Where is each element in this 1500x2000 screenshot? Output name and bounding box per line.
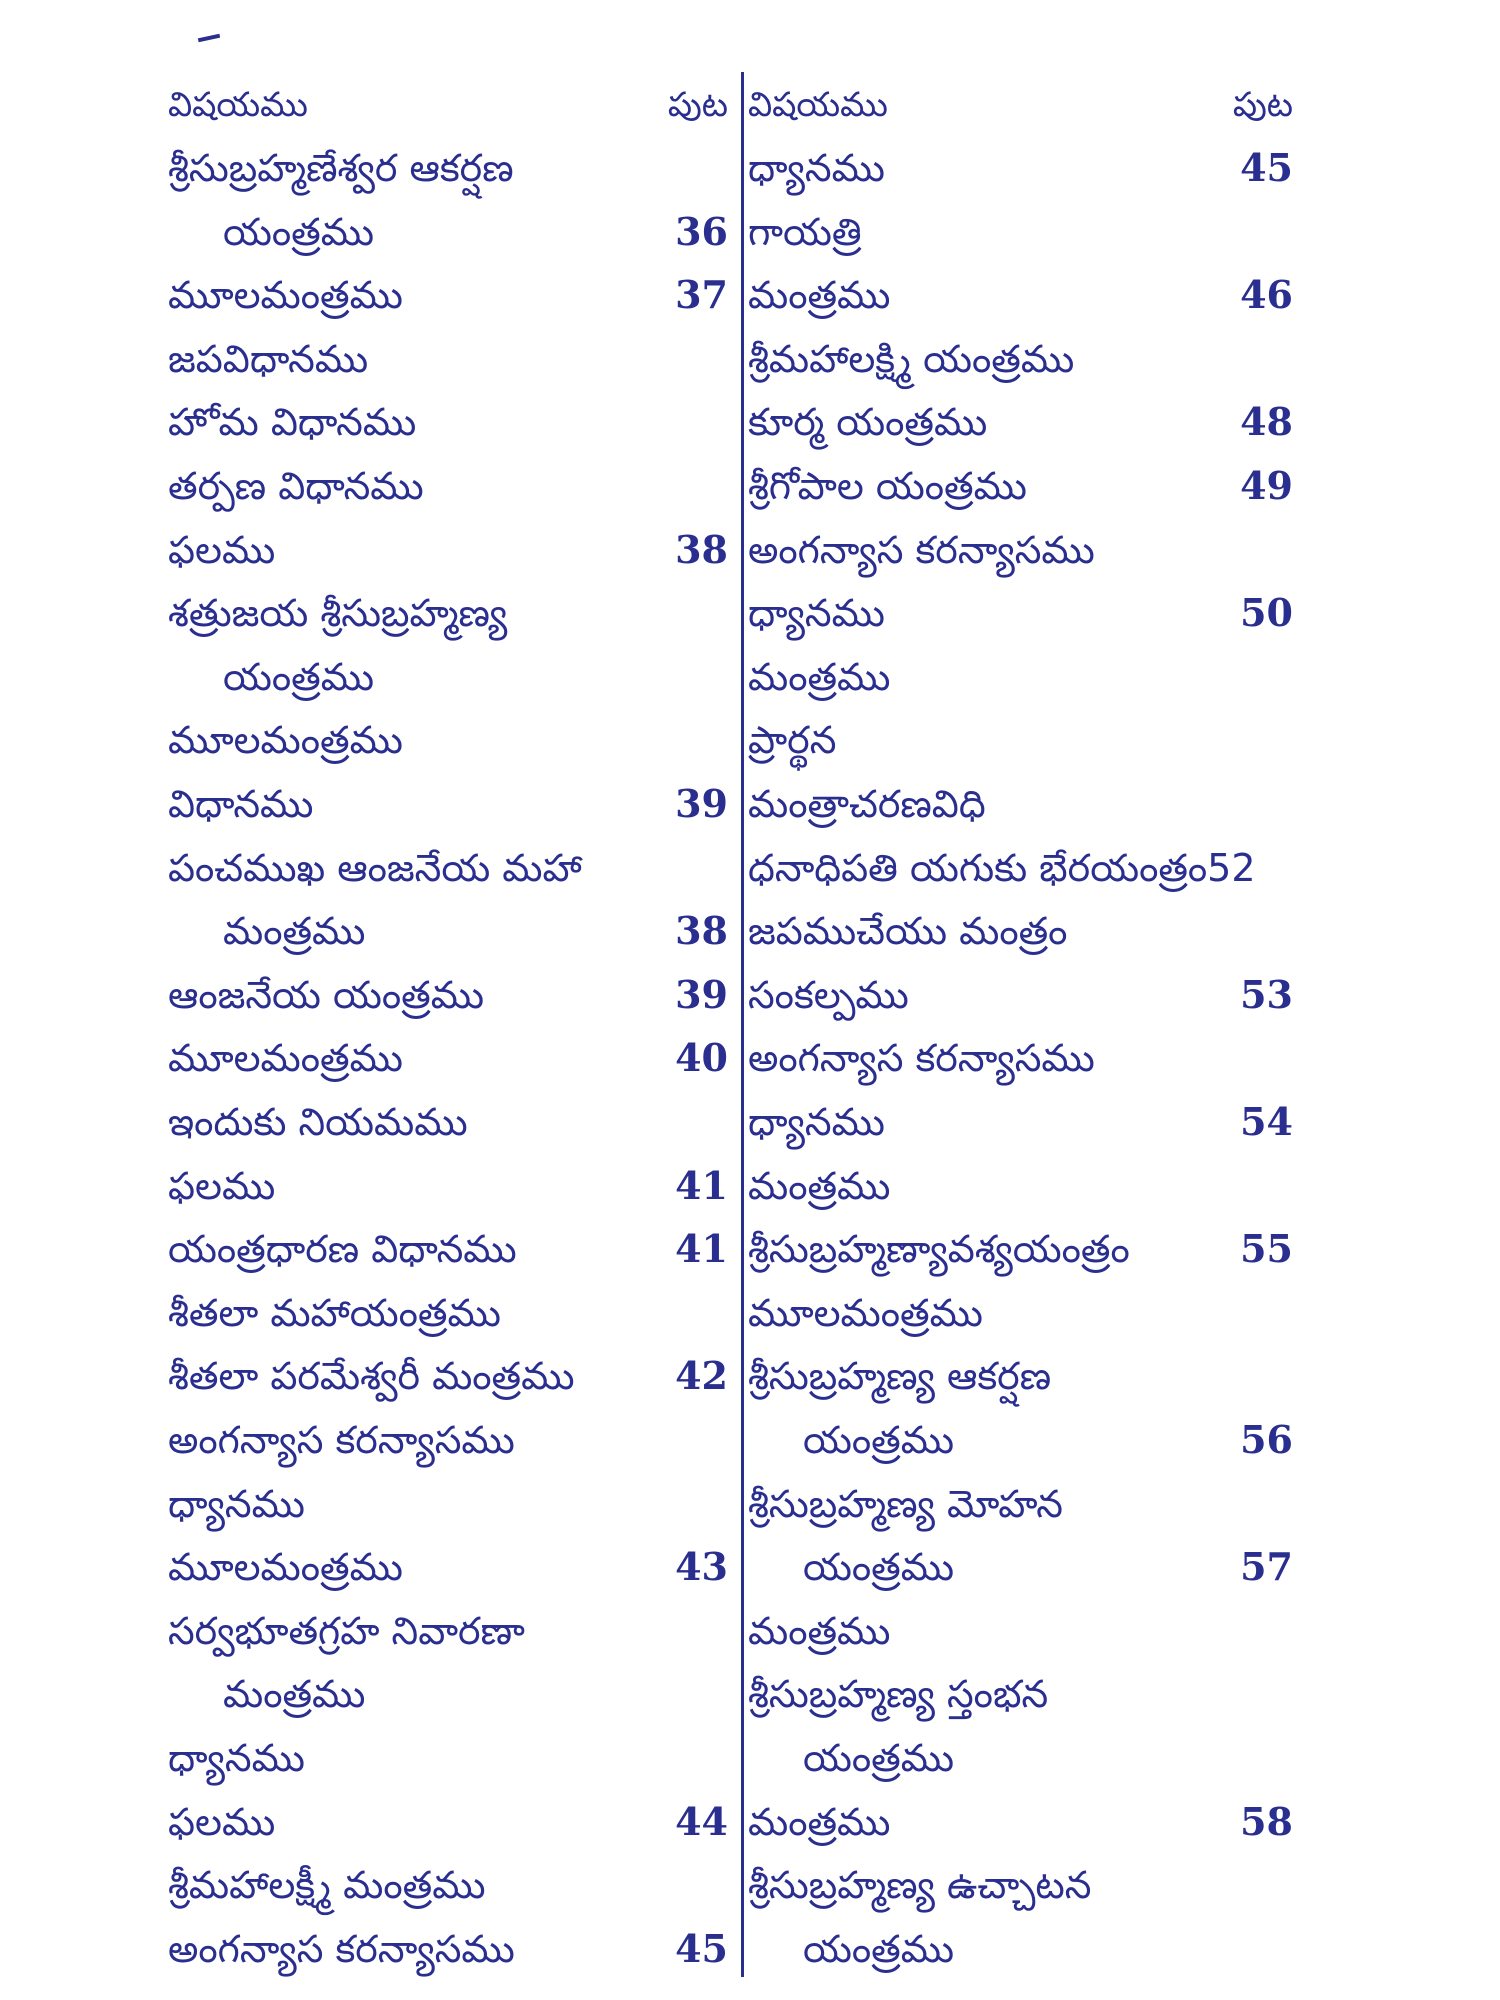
- entry-title: మూలమంత్రము: [168, 1545, 403, 1590]
- toc-entry: [748, 138, 1293, 198]
- toc-entry: [748, 520, 1293, 580]
- toc-entry: [168, 647, 728, 707]
- entry-title: మంత్రము: [748, 273, 891, 318]
- entry-title: ఆంజనేయ యంత్రము: [168, 972, 485, 1017]
- entry-title: ధ్యానము: [748, 591, 885, 636]
- entry-title: శ్రీమహాలక్ష్మీ మంత్రము: [168, 1863, 486, 1908]
- toc-entry: [168, 329, 728, 389]
- entry-title: అంగన్యాస కరన్యాసము: [168, 1926, 515, 1971]
- entry-page-number: 49: [1240, 463, 1293, 508]
- entry-page-number: 40: [675, 1035, 728, 1081]
- entry-title: తర్పణ విధానము: [168, 464, 424, 508]
- toc-entry: [168, 1919, 728, 1979]
- toc-entry: [168, 1664, 728, 1724]
- toc-entry: [748, 1346, 1293, 1406]
- entry-page-number: 50: [1240, 590, 1293, 636]
- toc-entry: [168, 710, 728, 770]
- entry-title: మంత్రాచరణవిధి: [748, 782, 986, 826]
- entry-page-number: 55: [1240, 1226, 1293, 1272]
- entry-title: ఫలము: [168, 1799, 276, 1844]
- toc-entry: [748, 1092, 1293, 1152]
- toc-entry: [168, 202, 728, 262]
- toc-entry: [748, 1601, 1293, 1661]
- entry-page-number: 45: [675, 1925, 728, 1971]
- toc-entry: [168, 1601, 728, 1661]
- toc-entry: [748, 1474, 1293, 1534]
- entry-title: అంగన్యాస కరన్యాసము: [168, 1418, 515, 1462]
- entry-title: శ్రీసుబ్రహ్మణేశ్వర ఆకర్షణ: [168, 146, 514, 190]
- entry-page-number: 43: [675, 1544, 728, 1590]
- entry-title: ధనాధిపతి యగుకు భేరయంత్రం52: [748, 845, 1256, 890]
- toc-entry: [168, 265, 728, 325]
- toc-entry: [748, 1855, 1293, 1915]
- toc-header: [168, 75, 728, 135]
- entry-title: మంత్రము: [748, 1799, 891, 1844]
- toc-entry: [168, 1855, 728, 1915]
- entry-page-number: 38: [675, 526, 728, 572]
- entry-title: జపవిధానము: [168, 336, 369, 381]
- entry-page-number: 41: [675, 1162, 728, 1208]
- toc-entry: [748, 901, 1293, 961]
- entry-page-number: 57: [1240, 1544, 1293, 1590]
- toc-entry: [748, 1664, 1293, 1724]
- entry-title: యంత్రధారణ విధానము: [168, 1227, 517, 1272]
- page-header: పుట: [667, 85, 728, 125]
- toc-entry: [168, 1346, 728, 1406]
- toc-entry: [168, 1219, 728, 1279]
- entry-title: శ్రీసుబ్రహ్మణ్య ఆకర్షణ: [748, 1354, 1052, 1399]
- entry-title: మూలమంత్రము: [748, 1290, 983, 1335]
- toc-entry: [168, 456, 728, 516]
- entry-title: శ్రీమహాలక్ష్మి యంత్రము: [748, 336, 1075, 381]
- entry-page-number: 39: [675, 781, 728, 826]
- entry-title: ధ్యానము: [748, 146, 885, 190]
- toc-entry: [168, 1792, 728, 1852]
- entry-page-number: 48: [1240, 399, 1293, 445]
- entry-title: హోమ విధానము: [168, 400, 417, 445]
- entry-page-number: 44: [675, 1798, 728, 1844]
- page-header: పుట: [1232, 85, 1293, 125]
- entry-title: మంత్రము: [223, 909, 366, 954]
- toc-entry: [168, 1410, 728, 1470]
- toc-entry: [168, 901, 728, 961]
- entry-title: శ్రీసుబ్రహ్మణ్యావశ్యయంత్రం: [748, 1227, 1130, 1272]
- toc-entry: [748, 1219, 1293, 1279]
- toc-entry: [168, 583, 728, 643]
- entry-title: యంత్రము: [803, 1736, 955, 1780]
- toc-entry: [748, 1283, 1293, 1343]
- entry-title: మంత్రము: [223, 1672, 366, 1717]
- entry-title: ధ్యానము: [168, 1736, 305, 1780]
- entry-page-number: 41: [675, 1226, 728, 1272]
- toc-entry: [168, 392, 728, 452]
- entry-title: మంత్రము: [748, 1163, 891, 1208]
- toc-entry: [748, 1792, 1293, 1852]
- toc-entry: [168, 1156, 728, 1216]
- entry-page-number: 36: [675, 208, 728, 254]
- toc-entry: [748, 1919, 1293, 1979]
- toc-entry: [748, 1410, 1293, 1470]
- entry-title: యంత్రము: [803, 1926, 955, 1971]
- toc-header: [748, 75, 1293, 135]
- entry-title: యంత్రము: [803, 1418, 955, 1462]
- toc-entry: [748, 392, 1293, 452]
- entry-title: ఇందుకు నియమము: [168, 1100, 468, 1144]
- entry-title: సర్వభూతగ్రహ నివారణా: [168, 1608, 525, 1653]
- toc-entry: [168, 965, 728, 1025]
- entry-title: మూలమంత్రము: [168, 273, 403, 318]
- toc-entry: [168, 138, 728, 198]
- toc-entry: [748, 838, 1293, 898]
- toc-entry: [748, 710, 1293, 770]
- column-divider: [741, 72, 744, 1977]
- entry-title: మూలమంత్రము: [168, 718, 403, 763]
- subject-header: విషయము: [748, 85, 888, 125]
- entry-title: యంత్రము: [803, 1545, 955, 1590]
- ink-mark: [198, 34, 220, 42]
- entry-title: శీతలా పరమేశ్వరీ మంత్రము: [168, 1354, 575, 1399]
- entry-page-number: 54: [1240, 1099, 1293, 1144]
- toc-entry: [748, 1156, 1293, 1216]
- entry-title: అంగన్యాస కరన్యాసము: [748, 1036, 1095, 1081]
- entry-title: శ్రీసుబ్రహ్మణ్య స్తంభన: [748, 1672, 1049, 1717]
- entry-page-number: 38: [675, 908, 728, 954]
- toc-entry: [168, 520, 728, 580]
- toc-entry: [748, 647, 1293, 707]
- toc-entry: [168, 1728, 728, 1788]
- entry-title: శ్రీసుబ్రహ్మణ్య మోహన: [748, 1481, 1063, 1526]
- entry-title: ఫలము: [168, 1163, 276, 1208]
- toc-entry: [168, 1283, 728, 1343]
- toc-entry: [168, 1092, 728, 1152]
- toc-entry: [168, 1028, 728, 1088]
- entry-page-number: 58: [1240, 1798, 1293, 1844]
- entry-title: పంచముఖ ఆంజనేయ మహా: [168, 845, 582, 890]
- entry-title: జపముచేయు మంత్రం: [748, 909, 1068, 954]
- entry-page-number: 37: [675, 272, 728, 318]
- entry-page-number: 39: [675, 971, 728, 1017]
- entry-title: మంత్రము: [748, 654, 891, 699]
- toc-entry: [748, 774, 1293, 834]
- toc-entry: [748, 456, 1293, 516]
- entry-title: శీతలా మహాయంత్రము: [168, 1290, 501, 1335]
- entry-title: శత్రుజయ శ్రీసుబ్రహ్మణ్య: [168, 591, 508, 636]
- toc-entry: [168, 1474, 728, 1534]
- toc-entry: [748, 202, 1293, 262]
- entry-title: గాయత్రి: [748, 209, 862, 254]
- toc-entry: [748, 1028, 1293, 1088]
- entry-title: ధ్యానము: [748, 1100, 885, 1144]
- toc-entry: [168, 774, 728, 834]
- toc-entry: [168, 838, 728, 898]
- entry-title: శ్రీసుబ్రహ్మణ్య ఉచ్చాటన: [748, 1863, 1092, 1908]
- entry-title: మంత్రము: [748, 1608, 891, 1653]
- entry-title: సంకల్పము: [748, 972, 909, 1017]
- entry-title: శ్రీగోపాల యంత్రము: [748, 464, 1027, 508]
- subject-header: విషయము: [168, 85, 308, 125]
- toc-entry: [168, 1537, 728, 1597]
- entry-title: అంగన్యాస కరన్యాసము: [748, 527, 1095, 572]
- entry-title: కూర్మ యంత్రము: [748, 400, 988, 445]
- entry-page-number: 45: [1240, 145, 1293, 190]
- toc-entry: [748, 583, 1293, 643]
- toc-entry: [748, 965, 1293, 1025]
- entry-page-number: 42: [675, 1353, 728, 1399]
- toc-entry: [748, 329, 1293, 389]
- entry-title: యంత్రము: [223, 209, 375, 254]
- entry-page-number: 56: [1240, 1417, 1293, 1462]
- entry-title: విధానము: [168, 782, 314, 826]
- entry-page-number: 46: [1240, 272, 1293, 318]
- entry-title: ఫలము: [168, 527, 276, 572]
- toc-entry: [748, 1728, 1293, 1788]
- entry-title: ప్రార్థన: [748, 718, 837, 763]
- entry-title: ధ్యానము: [168, 1481, 305, 1526]
- entry-title: యంత్రము: [223, 654, 375, 699]
- toc-entry: [748, 265, 1293, 325]
- entry-page-number: 53: [1240, 971, 1293, 1017]
- toc-entry: [748, 1537, 1293, 1597]
- entry-title: మూలమంత్రము: [168, 1036, 403, 1081]
